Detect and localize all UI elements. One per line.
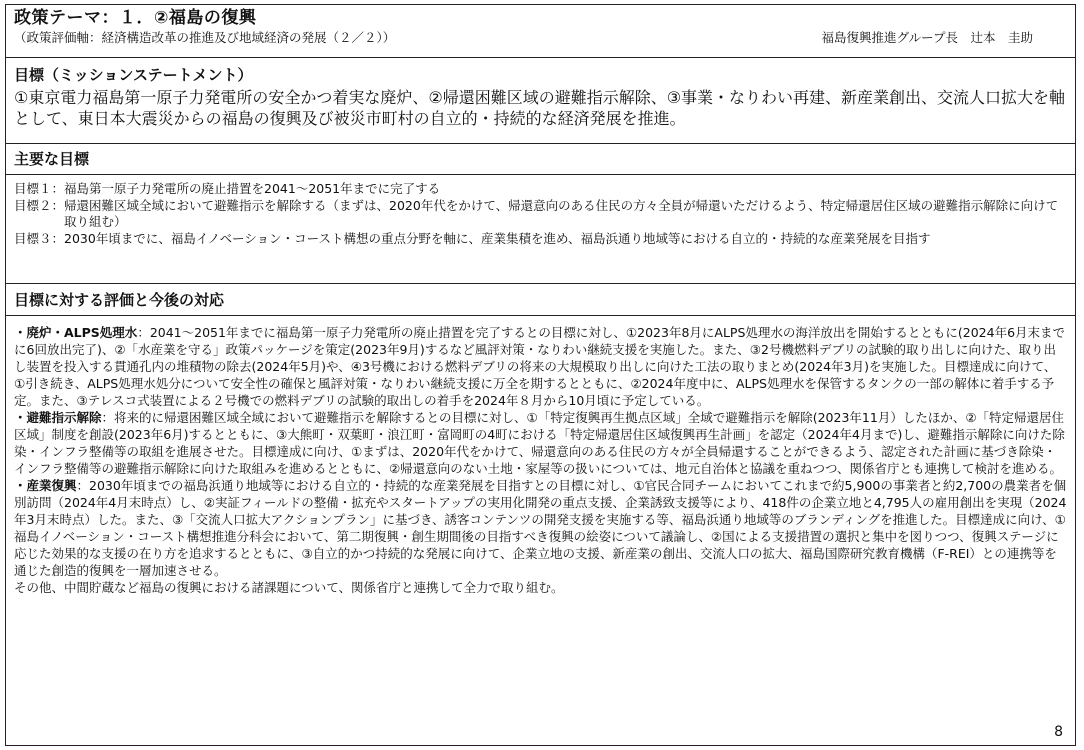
- evaluation-item-evacuation: [14, 409, 1067, 477]
- evaluation-heading: 目標に対する評価と今後の対応: [14, 291, 225, 309]
- evaluation-item-other: [14, 579, 1067, 596]
- item-text: ：将来的に帰還困難区域全域において避難指示を解除するとの目標に対し、①「特定復興再生拠点区域」全域で避難指示を解除(2023年11月）したほか、②「特定帰還居住区域」制度を創設(2023年6月)するとともに、③大熊町・双葉町・浪江町・富岡町の4町における「特定帰還居住区域復興再生計画」を認定（2024年4月まで)し、避難指示解除に向けた除染・インフラ整備等の取組を進展させた。目標達成に向け、①まずは、2020年代をかけて、帰還意向のある住民の方々が全員帰還することができるよう、認定された計画に基づき除染・インフラ整備等の避難指示解除に向けた取組みを進めるとともに、②帰還意向のない土地・家屋等の扱いについては、地元自治体と協議を重ねつつ、関係省庁とも連携して検討を進める。: [14, 410, 1065, 476]
- page-title: 政策テーマ：１．②福島の復興: [14, 8, 257, 28]
- item-head: ・産業復興: [14, 478, 77, 493]
- item-head: ・廃炉・ALPS処理水: [14, 325, 138, 340]
- goal-id: 目標２：: [14, 197, 65, 213]
- goals-heading: 主要な目標: [14, 150, 90, 168]
- evaluation-item-decommissioning: [14, 324, 1067, 409]
- mission-section: [6, 58, 1075, 144]
- goal-text: 帰還困難区域全域において避難指示を解除する（まずは、2020年代をかけて、帰還意向のある住民の方々全員が帰還いただけるよう、特定帰還居住区域の避難指示解除に向けて取り組む）: [64, 197, 1059, 229]
- item-head: ・避難指示解除: [14, 410, 102, 425]
- item-text: ：2030年頃までの福島浜通り地域等における自立的・持続的な産業発展を目指すとの目標に対し、①官民合同チームにおいてこれまで約5,900の事業者と約2,700の農業者を個別訪問（2024年4月末時点）し、②実証フィールドの整備・拡充やスタートアップの実用化開発の重点支援、企業誘致支援等により、418件の企業立地と4,795人の雇用創出を実現（2024年3月末時点）した。また、③「交流人口拡大アクションプラン」に基づき、誘客コンテンツの開発支援を実施する等、福島浜通り地域等のブランディングを推進した。目標達成に向け、①福島イノベーション・コースト構想推進分科会において、第二期復興・創生期間後の目指すべき復興の絵姿について議論し、②国による支援措置の選択と集中を図りつつ、復興ステージに応じた効果的な支援の在り方を追求するとともに、③自立的かつ持続的な発展に向けて、企業立地の支援、新産業の創出、交流人口の拡大、福島国際研究教育機構（F-REI）との連携等を通じた創造的復興を一層加速させる。: [14, 478, 1067, 578]
- evaluation-item-industry: [14, 477, 1067, 579]
- page-number: 8: [1054, 724, 1063, 740]
- header-section: [6, 5, 1075, 58]
- goal-text: 福島第一原子力発電所の廃止措置を2041～2051年までに完了する: [64, 181, 441, 196]
- mission-heading: 目標（ミッションステートメント）: [14, 66, 253, 84]
- goals-list: [6, 175, 1075, 284]
- goals-heading-row: [6, 144, 1075, 175]
- goal-item: [14, 198, 1067, 231]
- mission-statement: ①東京電力福島第一原子力発電所の安全かつ着実な廃炉、②帰還困難区域の避難指示解除、③事業・なりわい再建、新産業創出、交流人口拡大を軸として、東日本大震災からの福島の復興及び被災市町村の自立的・持続的な経済発展を推進。: [14, 88, 1066, 128]
- item-text: ：2041～2051年までに福島第一原子力発電所の廃止措置を完了するとの目標に対し、①2023年8月にALPS処理水の海洋放出を開始するとともに(2024年6月末までに6回放出完了)、②「水産業を守る」政策パッケージを策定(2023年9月)するなど風評対策・なりわい継続支援を実施した。また、③2号機燃料デブリの試験的取り出しに向けた、取り出し装置を投入する貫通孔内の堆積物の除去(2024年5月)や、④3号機における燃料デブリの将来の大規模取り出しに向けた工法の取りまとめ(2024年3月)を実施した。目標達成に向けて、①引き続き、ALPS処理水処分について安全性の確保と風評対策・なりわい継続支援に万全を期するとともに、②2024年度中に、ALPS処理水を保管するタンクの一部の解体に着手する予定。また、③テレスコ式装置による２号機での燃料デブリの試験的取出しの着手を2024年８月から10月頃に予定している。: [14, 325, 1066, 408]
- goal-item: [14, 231, 1067, 248]
- header-subline: [14, 29, 1067, 47]
- goal-id: 目標１：: [14, 181, 65, 196]
- goal-text: 2030年頃までに、福島イノベーション・コースト構想の重点分野を軸に、産業集積を進め、福島浜通り地域等における自立的・持続的な産業発展を目指す: [64, 230, 931, 246]
- item-text: その他、中間貯蔵など福島の復興における諸課題について、関係省庁と連携して全力で取り組む。: [14, 580, 564, 595]
- owner-name: 福島復興推進グループ長 辻本 圭助: [821, 30, 1033, 45]
- goal-id: 目標３：: [14, 230, 65, 246]
- evaluation-body: [6, 316, 1075, 745]
- goal-item: [14, 181, 1067, 198]
- evaluation-heading-row: [6, 284, 1075, 316]
- policy-axis: （政策評価軸：経済構造改革の推進及び地域経済の発展（２／２））: [14, 30, 396, 45]
- document-frame: [5, 4, 1076, 746]
